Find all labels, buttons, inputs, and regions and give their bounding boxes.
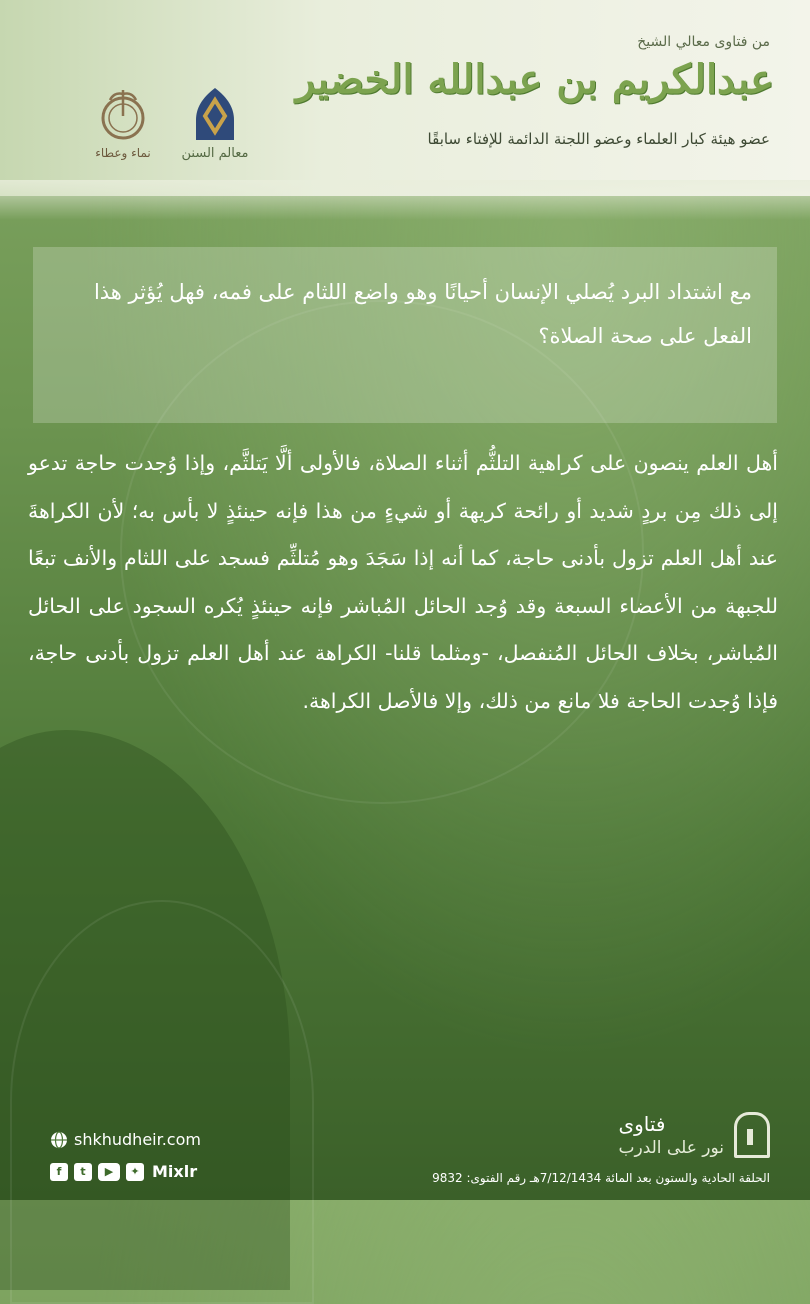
- website-link[interactable]: [50, 1130, 201, 1149]
- app-icon[interactable]: ✦: [126, 1163, 144, 1181]
- header-fade: [0, 180, 810, 220]
- dome-icon: [192, 86, 238, 142]
- brand-subtitle: نور على الدرب: [618, 1138, 724, 1158]
- background-arch-outline: [10, 900, 314, 1304]
- twitter-icon[interactable]: t: [74, 1163, 92, 1181]
- globe-icon: [50, 1131, 68, 1149]
- facebook-icon[interactable]: f: [50, 1163, 68, 1181]
- sheikh-name-calligraphy: عبدالكريم بن عبدالله الخضير: [295, 56, 774, 103]
- episode-info: الحلقة الحادية والستون بعد المائة 7/12/1434هـ رقم الفتوى: 9832: [432, 1171, 770, 1185]
- answer-text: أهل العلم ينصون على كراهية التلثُّم أثناء الصلاة، فالأولى ألَّا يَتلثَّم، وإذا وُجدت حاجة تدعو إلى ذلك مِن بردٍ شديد أو رائحة كريهة أو شيءٍ من هذا فإنه حينئذٍ لا بأس به؛ لأن الكراهةَ عند أهل العلم تزول بأدنى حاجة، كما أنه إذا سَجَدَ وهو مُتلثِّم فسجد على اللثام والأنف تبعًا للجبهة من الأعضاء السبعة وقد وُجد الحائل المُباشر فإنه حينئذٍ يُكره السجود على الحائل المُباشر، بخلاف الحائل المُنفصل، -ومثلما قلنا- الكراهة عند أهل العلم تزول بأدنى حاجة، فإذا وُجدت الحاجة فلا مانع من ذلك، وإلا فالأصل الكراهة.: [28, 451, 778, 713]
- website-label: shkhudheir.com: [74, 1130, 201, 1149]
- nour-ala-aldarb-brand: [618, 1112, 770, 1158]
- door-icon: [734, 1112, 770, 1158]
- background-arch-shape: [0, 730, 290, 1290]
- namaa-ataa-logo: [88, 86, 158, 166]
- youtube-icon[interactable]: ▶: [98, 1163, 120, 1181]
- social-links: [50, 1162, 197, 1181]
- maalim-alsunan-logo: [180, 86, 250, 166]
- namaa-logo-caption: نماء وعطاء: [95, 146, 151, 160]
- brand-title: فتاوى: [618, 1112, 666, 1136]
- question-text: مع اشتداد البرد يُصلي الإنسان أحيانًا وهو واضع اللثام على فمه، فهل يُؤثر هذا الفعل على صحة الصلاة؟: [93, 280, 752, 348]
- palm-seal-icon: [100, 86, 146, 142]
- sheikh-subtitle: عضو هيئة كبار العلماء وعضو اللجنة الدائمة للإفتاء سابقًا: [427, 130, 770, 148]
- mixlr-link[interactable]: Mixlr: [152, 1162, 198, 1181]
- maalim-logo-caption: معالم السنن: [181, 146, 249, 161]
- from-fatawa-label: من فتاوى معالي الشيخ: [637, 34, 770, 50]
